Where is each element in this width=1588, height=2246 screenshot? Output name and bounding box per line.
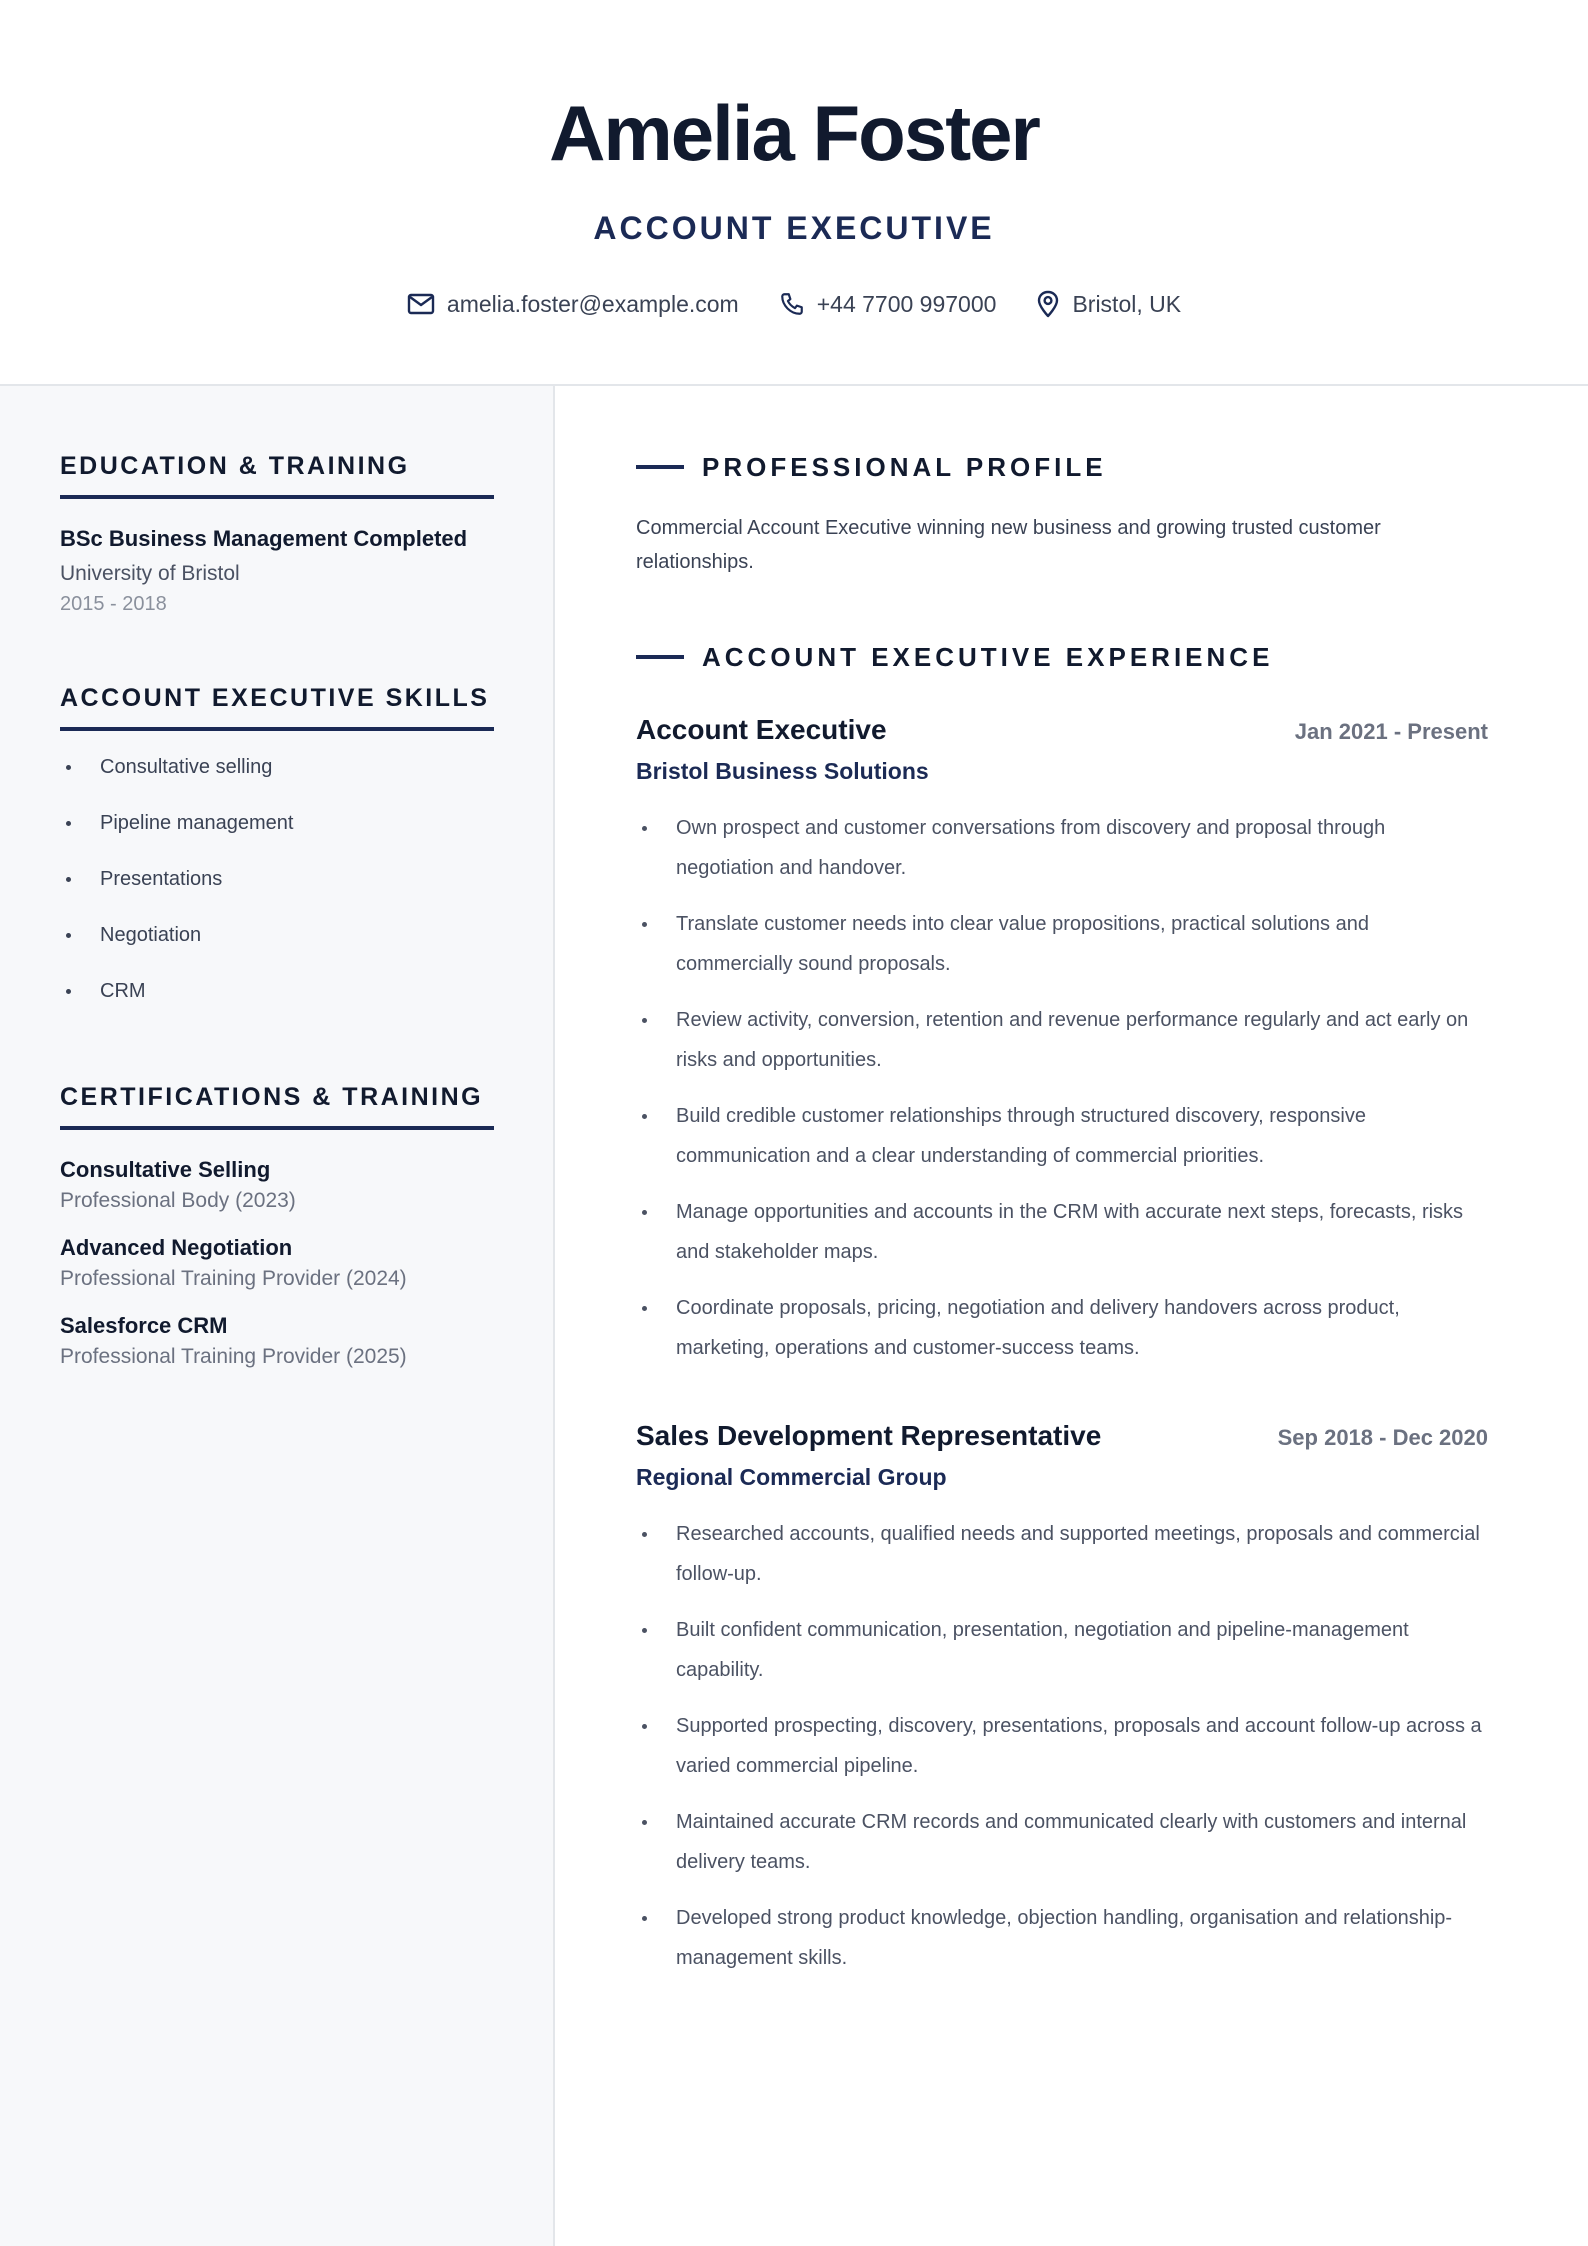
phone-text: +44 7700 997000 — [816, 290, 997, 317]
contact-phone[interactable] — [779, 291, 997, 318]
job-header — [636, 1418, 1488, 1454]
certifications-section — [60, 1082, 494, 1370]
certification-item — [60, 1312, 494, 1370]
contact-bar — [0, 290, 1588, 318]
certification-name: Salesforce CRM — [60, 1313, 228, 1338]
location-text: Bristol, UK — [1072, 290, 1182, 317]
job-bullet: Researched accounts, qualified needs and supported meetings, proposals and commercial follow-up. — [636, 1514, 1488, 1594]
education-years: 2015 - 2018 — [60, 593, 167, 615]
education-section — [60, 451, 494, 617]
profile-heading — [636, 451, 1488, 483]
job-bullet: Review activity, conversion, retention and revenue performance regularly and act early on risks and opportunities. — [636, 1000, 1488, 1080]
job-company: Regional Commercial Group — [636, 1464, 947, 1490]
job-bullet: Built confident communication, presentation, negotiation and pipeline-management capability. — [636, 1610, 1488, 1690]
heading-accent-bar — [636, 465, 684, 469]
education-degree: BSc Business Management Completed — [60, 526, 468, 551]
job-header — [636, 712, 1488, 748]
experience-heading-text: ACCOUNT EXECUTIVE EXPERIENCE — [702, 642, 1274, 672]
job-bullet: Maintained accurate CRM records and communicated clearly with customers and internal delivery teams. — [636, 1802, 1488, 1882]
job-bullet: Coordinate proposals, pricing, negotiation and delivery handovers across product, marketing, operations and customer-success teams. — [636, 1288, 1488, 1368]
skills-heading: ACCOUNT EXECUTIVE SKILLS — [60, 683, 494, 731]
experience-heading — [636, 641, 1488, 673]
certification-org: Professional Body (2023) — [60, 1189, 296, 1212]
candidate-title: ACCOUNT EXECUTIVE — [593, 210, 995, 246]
job-bullet: Build credible customer relationships through structured discovery, responsive communication and a clear understanding of commercial priorities. — [636, 1096, 1488, 1176]
job-bullet: Manage opportunities and accounts in the CRM with accurate next steps, forecasts, risks and stakeholder maps. — [636, 1192, 1488, 1272]
skills-list — [60, 753, 494, 1033]
candidate-name: Amelia Foster — [549, 89, 1039, 177]
education-school: University of Bristol — [60, 562, 240, 585]
skills-section — [60, 683, 494, 1033]
skill-item: Consultative selling — [60, 753, 494, 809]
job-bullet: Own prospect and customer conversations from discovery and proposal through negotiation and handover. — [636, 808, 1488, 888]
job-title: Sales Development Representative — [636, 1420, 1102, 1451]
profile-summary: Commercial Account Executive winning new business and growing trusted customer relationships. — [636, 517, 1381, 573]
certifications-heading: CERTIFICATIONS & TRAINING — [60, 1082, 494, 1130]
certification-item — [60, 1234, 494, 1292]
experience-heading-section — [636, 641, 1488, 673]
email-text: amelia.foster@example.com — [446, 290, 739, 317]
contact-location — [1036, 290, 1181, 318]
job-dates: Jan 2021 - Present — [1294, 719, 1488, 744]
certification-name: Advanced Negotiation — [60, 1235, 293, 1260]
heading-accent-bar — [636, 655, 684, 659]
education-heading: EDUCATION & TRAINING — [60, 451, 494, 499]
certification-item — [60, 1156, 494, 1214]
job-entry — [636, 712, 1488, 1384]
profile-section — [636, 451, 1488, 579]
profile-heading-text: PROFESSIONAL PROFILE — [702, 452, 1107, 482]
mail-icon — [407, 293, 435, 315]
job-company: Bristol Business Solutions — [636, 758, 929, 784]
phone-icon — [779, 291, 805, 317]
job-bullet: Developed strong product knowledge, objection handling, organisation and relationship-management skills. — [636, 1898, 1488, 1978]
skill-item: Negotiation — [60, 921, 494, 977]
job-bullets — [636, 808, 1488, 1368]
job-title: Account Executive — [636, 714, 887, 745]
skill-item: Pipeline management — [60, 809, 494, 865]
resume-header — [0, 0, 1588, 386]
skill-item: Presentations — [60, 865, 494, 921]
job-bullet: Supported prospecting, discovery, presentations, proposals and account follow-up across a varied commercial pipeline. — [636, 1706, 1488, 1786]
job-dates: Sep 2018 - Dec 2020 — [1277, 1425, 1488, 1450]
certification-org: Professional Training Provider (2025) — [60, 1345, 407, 1368]
job-bullet: Translate customer needs into clear value propositions, practical solutions and commercially sound proposals. — [636, 904, 1488, 984]
map-pin-icon — [1036, 290, 1060, 318]
certification-org: Professional Training Provider (2024) — [60, 1267, 407, 1290]
contact-email[interactable] — [407, 291, 739, 318]
skill-item: CRM — [60, 977, 494, 1033]
job-entry — [636, 1418, 1488, 1994]
certification-name: Consultative Selling — [60, 1157, 271, 1182]
job-bullets — [636, 1514, 1488, 1978]
